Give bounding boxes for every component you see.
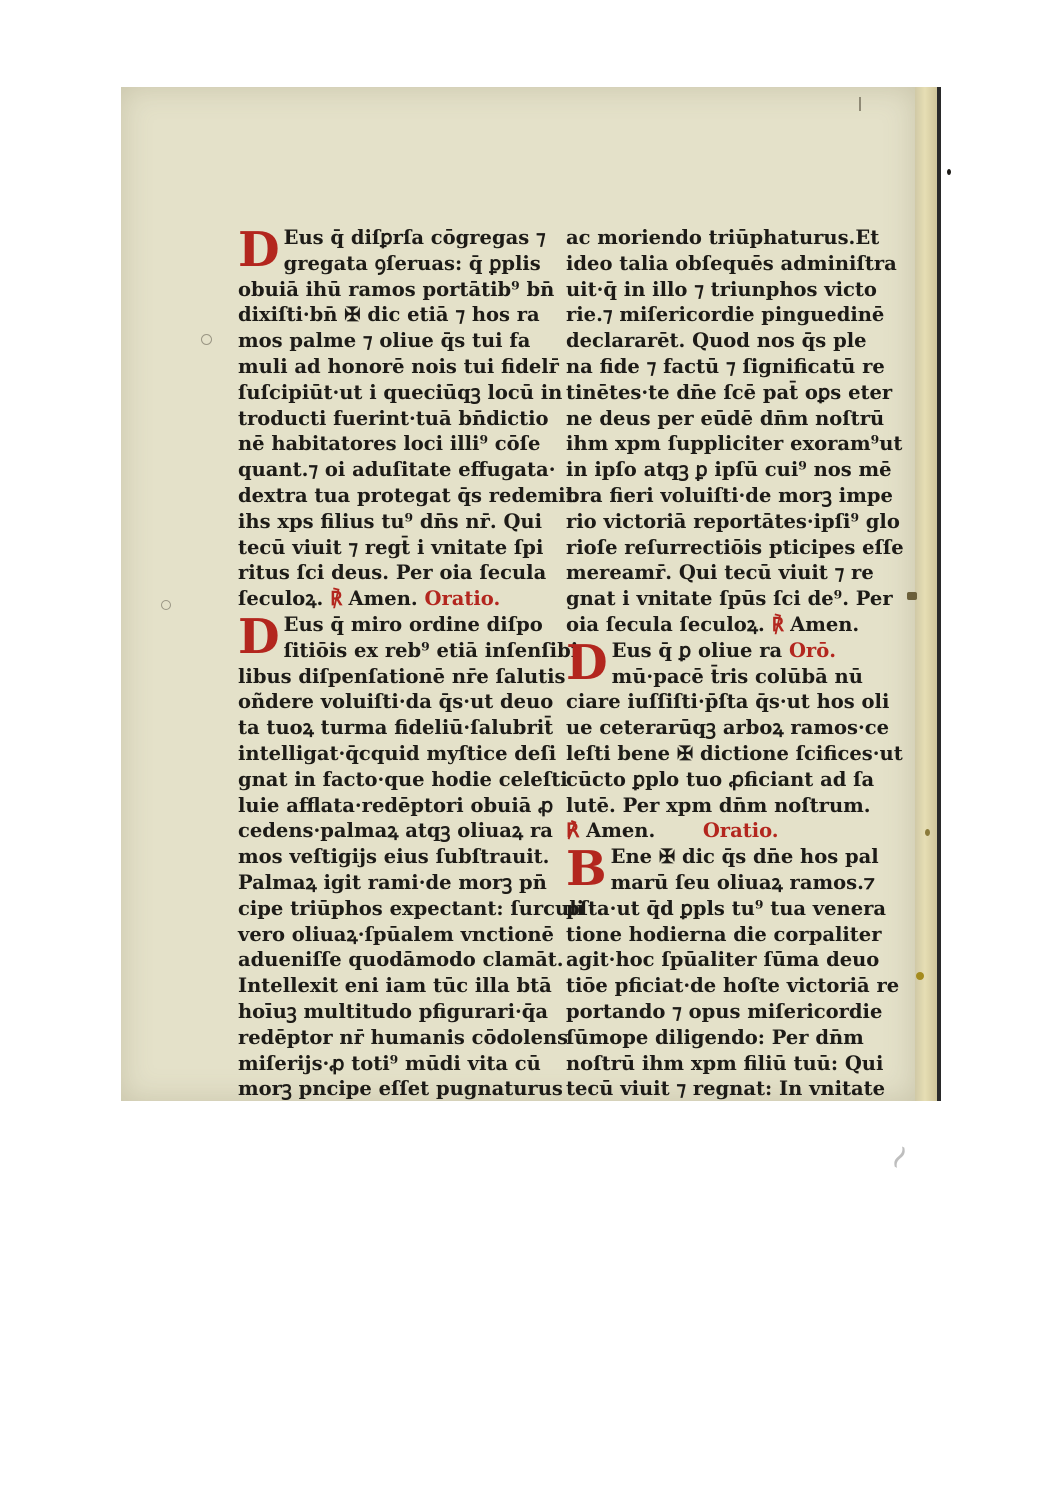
text-line: ac moriendo triūphaturus.Et xyxy=(566,226,880,249)
text-line: bra fieri voluiſti·de morꝫ impe xyxy=(566,483,893,507)
text-line: ritus ſci deus. Per oia ſecula xyxy=(238,561,547,585)
text-line: uit·q̄ in illo ⁊ triunphos victo xyxy=(566,277,877,301)
text-line: ſūmope diligendo: Per dn̄m xyxy=(566,1025,864,1049)
rubricated-initial: D xyxy=(566,634,608,691)
text-line: ſitiōis ex reb⁹ etiā inſenſibi xyxy=(283,638,579,662)
text-line: in ipſo atqꝫ ꝑ ipſū cui⁹ nos mē xyxy=(566,458,892,482)
manuscript-page xyxy=(121,87,924,1179)
rubricated-initial: B xyxy=(566,841,607,898)
page-edge-mark xyxy=(859,97,861,111)
text-line: rioſe reſurrectiōis pticipes eſſe xyxy=(566,535,904,559)
text-line: declararēt. Quod nos q̄s ple xyxy=(566,329,867,353)
faint-watermark-stamp: ~ xyxy=(874,1135,924,1179)
text-line: pſta·ut q̄d ꝑpls tu⁹ tua venera xyxy=(566,896,887,920)
text-line: Eus q̄ miro ordine diſpo xyxy=(283,612,543,636)
text-line: dextra tua protegat q̄s redemit xyxy=(238,483,575,507)
scanned-page-frame xyxy=(121,87,941,1179)
text-line-with-rubric xyxy=(566,612,866,638)
text-line: hoīuꝫ multitudo pfigurari·q̄a xyxy=(238,999,549,1023)
text-line: ſuſcipiūt·ut i queciūqꝫ locū in xyxy=(238,380,563,404)
text-line: oñdere voluiſti·da q̄s·ut deuo xyxy=(238,690,554,714)
paragraph-opening xyxy=(238,222,546,278)
margin-dot xyxy=(916,972,924,980)
response-mark: ℟ xyxy=(771,612,784,636)
amen-text: Amen. xyxy=(586,819,656,843)
paragraph-opening xyxy=(566,634,866,691)
text-line: miſerijs·ꝓ toti⁹ mūdi vita cū xyxy=(238,1051,541,1075)
oro-rubric: Orō. xyxy=(788,638,836,662)
text-line: gnat in facto·que hodie celeſti xyxy=(238,767,568,791)
closing-text: oia ſecula ſeculoꝝ. xyxy=(566,612,765,636)
margin-dot xyxy=(925,829,930,836)
text-line-with-rubric xyxy=(238,586,538,612)
text-line: marū ſeu oliuaꝝ ramos.⁊ xyxy=(610,870,876,894)
paragraph-opening xyxy=(566,841,879,898)
text-line: rie.⁊ miſericordie pinguedinē xyxy=(566,303,885,327)
text-line: nē habitatores loci illi⁹ cōſe xyxy=(238,432,541,456)
text-line: ihm xpm ſuppliciter exoram⁹ut xyxy=(566,432,903,456)
text-line: Eus q̄ diſꝑrſa cōgregas ⁊ xyxy=(283,226,546,249)
text-line: mos palme ⁊ oliue q̄s tui fa xyxy=(238,329,531,353)
text-line: Ene ✠ dic q̄s dn̄e hos pal xyxy=(610,845,879,869)
closing-text: ſeculoꝝ. xyxy=(238,587,324,611)
text-segment: Eus q̄ ꝑ oliue ra xyxy=(611,638,783,662)
text-line-with-rubric xyxy=(566,818,866,844)
text-line: cipe triūphos expectant: ſurculi xyxy=(238,896,585,920)
text-line: mereamr̄. Qui tecū viuit ⁊ re xyxy=(566,561,874,585)
text-line: tiōe pficiat·de hoſte victoriā re xyxy=(566,974,900,998)
text-line: mos veſtigijs eius ſubſtrauit. xyxy=(238,845,550,869)
text-line: tecū viuit ⁊ regt̄ i vnitate ſpi xyxy=(238,535,544,559)
text-line: cūcto ꝑplo tuo ꝓficiant ad ſa xyxy=(566,767,875,791)
text-line: muli ad honorē nois tui fidelr̄ xyxy=(238,354,559,378)
text-line: ta tuoꝝ turma fideliū·ſalubrit̄ xyxy=(238,716,554,740)
text-line: redēptor nr̄ humanis cōdolens xyxy=(238,1025,569,1049)
text-line: rio victoriā reportātes·ipſi⁹ glo xyxy=(566,509,900,533)
text-line: portando ⁊ opus miſericordie xyxy=(566,999,883,1023)
text-line: na fide ⁊ factū ⁊ ſignificatū re xyxy=(566,354,885,378)
text-line: adueniſſe quodāmodo clamāt. xyxy=(238,948,564,972)
text-line: lutē. Per xpm dn̄m noſtrum. xyxy=(566,793,871,817)
margin-dot xyxy=(907,592,917,600)
text-line: ciare iuſſiſti·p̄ſta q̄s·ut hos oli xyxy=(566,690,890,714)
text-line: quant.⁊ oi aduſitate effugata· xyxy=(238,458,556,482)
text-line: mū·pacē t̄ris colūbā nū xyxy=(611,664,863,688)
text-line: morꝫ pncipe eſſet pugnaturus xyxy=(238,1077,563,1101)
amen-text: Amen. xyxy=(348,587,418,611)
text-line-with-rubric xyxy=(566,638,866,664)
oratio-rubric: Oratio. xyxy=(702,819,779,843)
oratio-rubric: Oratio. xyxy=(424,587,501,611)
text-line: agit·hoc ſpūaliter ſūma deuo xyxy=(566,948,880,972)
margin-dot xyxy=(161,600,171,610)
text-line: obuiā ihū ramos portātib⁹ bn̄ xyxy=(238,277,555,301)
text-line: troducti fuerint·tuā bn̄dictio xyxy=(238,406,549,430)
amen-text: Amen. xyxy=(790,612,860,636)
paragraph-opening xyxy=(238,608,579,665)
text-line: tione hodierna die corpaliter xyxy=(566,922,882,946)
text-line: leſti bene ✠ dictione ſcifices·ut xyxy=(566,741,903,765)
page-edge-strip xyxy=(915,87,937,1101)
text-line: intelligat·q̄cquid myſtice deſi xyxy=(238,741,557,765)
response-mark: ℟ xyxy=(566,819,580,843)
text-line: tinētes·te dn̄e ſcē pat̄ oꝑs eter xyxy=(566,380,893,404)
text-line: gnat i vnitate ſpūs ſci de⁹. Per xyxy=(566,587,893,611)
text-line: luie afflata·redēptori obuiā ꝓ xyxy=(238,793,554,817)
text-line: tecū viuit ⁊ regnat: In vnitate xyxy=(566,1077,886,1101)
text-line: dixiſti·bn̄ ✠ dic etiā ⁊ hos ra xyxy=(238,303,540,327)
margin-dot xyxy=(947,169,951,175)
text-line: gregata ꝯſeruas: q̄ ꝑplis xyxy=(283,251,541,275)
left-text-column xyxy=(238,222,585,1102)
text-line: vero oliuaꝝ·ſpūalem vnctionē xyxy=(238,922,554,946)
text-line: Palmaꝝ igit rami·de morꝫ pn̄ xyxy=(238,870,547,894)
text-line: ue ceterarūqꝫ arboꝝ ramos·ce xyxy=(566,716,890,740)
margin-dot xyxy=(201,334,212,345)
right-text-column xyxy=(566,225,904,1102)
text-line: Intellexit eni iam tūc illa btā xyxy=(238,974,552,998)
text-line: cedens·palmaꝝ atqꝫ oliuaꝝ ra xyxy=(238,819,553,843)
rubricated-initial: D xyxy=(238,222,280,278)
text-line: ne deus per eūdē dn̄m noſtrū xyxy=(566,406,885,430)
text-line: ihs xps filius tu⁹ dn̄s nr̄. Qui xyxy=(238,509,543,533)
response-mark: ℟ xyxy=(330,587,342,611)
text-line: noſtrū ihm xpm filiū tuū: Qui xyxy=(566,1051,884,1075)
text-line: libus diſpenſationē nr̄e ſalutis xyxy=(238,664,566,688)
rubricated-initial: D xyxy=(238,608,280,665)
text-line: ideo talia obſequēs adminiſtra xyxy=(566,251,897,275)
